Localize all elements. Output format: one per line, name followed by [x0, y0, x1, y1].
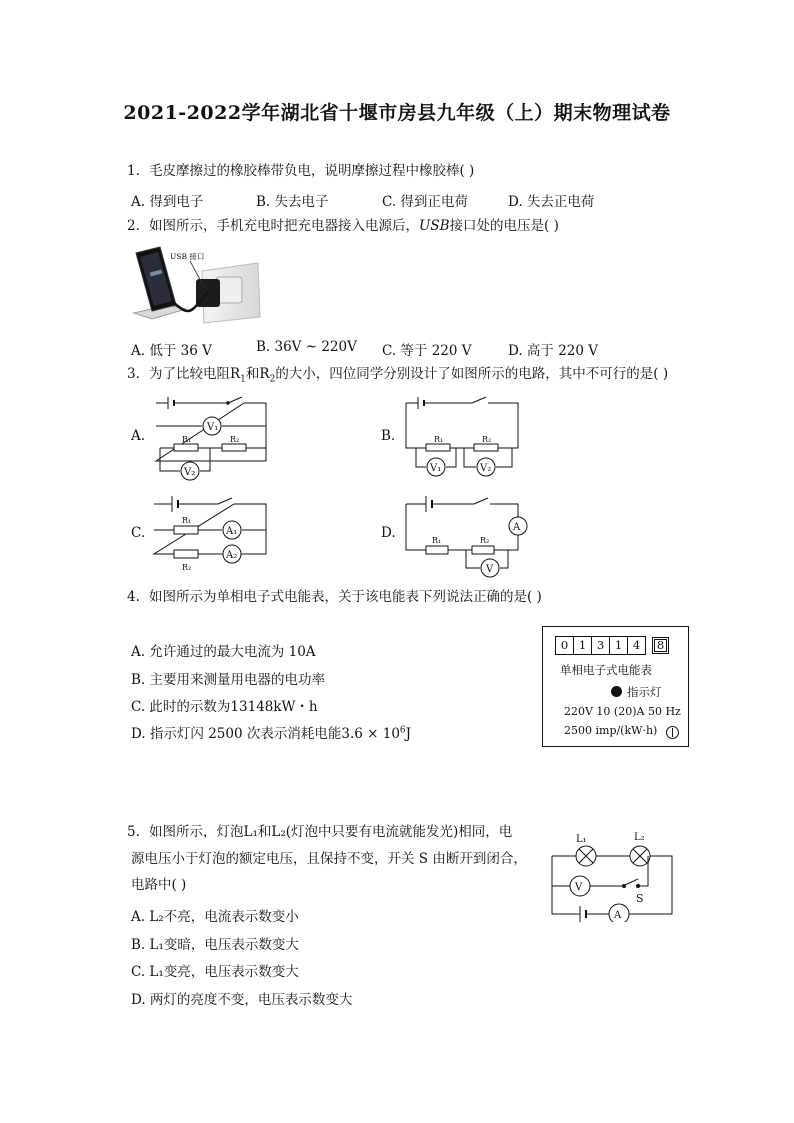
question-1 [127, 162, 474, 180]
question-5-line3: 电路中( ) [131, 877, 187, 893]
v-label: V [575, 882, 583, 893]
question-stem-end: 接口处的电压是( ) [449, 218, 559, 234]
question-number: 2. [127, 218, 140, 234]
question-2 [127, 217, 559, 235]
question-number: 1. [127, 163, 140, 179]
meter-decimal-digit: 8 [652, 637, 669, 654]
question-stem-line1: 如图所示，灯泡L₁和L₂(灯泡中只要有电流就能发光)相同，电 [149, 824, 513, 840]
circuit-b-label: B. [381, 428, 396, 444]
question-5 [127, 823, 512, 841]
circuit-b [402, 393, 524, 483]
meter-digit: 1 [573, 636, 592, 655]
indicator-light-icon [611, 686, 622, 697]
r1-label: R₁ [182, 516, 192, 525]
a2-label: A₂ [226, 550, 238, 561]
phone-charger-image [130, 243, 262, 325]
r1-label: R₁ [434, 435, 444, 444]
q1-option-a: A. 得到电子 [131, 194, 204, 210]
a-label: A [614, 910, 622, 921]
meter-screw-icon [666, 726, 679, 739]
meter-digit: 1 [609, 636, 628, 655]
meter-name: 单相电子式电能表 [560, 663, 652, 677]
question-stem-end: 的大小，四位同学分别设计了如图所示的电路，其中不可行的是( ) [275, 366, 669, 382]
a1-label: A₁ [226, 526, 238, 537]
q1-option-d: D. 失去正电荷 [508, 194, 595, 210]
l2-label: L₂ [634, 832, 645, 843]
subscript: 1 [240, 374, 246, 385]
meter-digit: 0 [555, 636, 574, 655]
q5-option-a: A. L₂不亮，电流表示数变小 [131, 909, 299, 925]
v2-label: V₂ [184, 467, 196, 478]
circuit-a-label: A. [131, 428, 146, 444]
q2-option-c: C. 等于 220 V [382, 343, 472, 359]
circuit-q5 [548, 828, 674, 922]
q4-option-d [131, 722, 411, 742]
meter-digit: 3 [591, 636, 610, 655]
circuit-d-label: D. [381, 525, 396, 541]
r1-label: R₁ [432, 536, 442, 545]
s-label: S [636, 892, 644, 905]
q5-option-b: B. L₁变暗，电压表示数变大 [131, 937, 299, 953]
circuit-d [402, 490, 532, 582]
a-label: A [513, 522, 521, 533]
q4-option-c: C. 此时的示数为13148kW・h [131, 699, 318, 715]
circuit-a [150, 393, 272, 483]
question-4 [127, 588, 542, 606]
subscript: 2 [269, 374, 276, 385]
page-title: 2021-2022学年湖北省十堰市房县九年级（上）期末物理试卷 [123, 102, 671, 124]
r2-label: R₂ [230, 435, 240, 444]
r2-label: R₂ [482, 435, 492, 444]
q2-option-a: A. 低于 36 V [131, 343, 212, 359]
v2-label: V₂ [480, 463, 492, 474]
question-stem: 为了比较电阻R [149, 366, 241, 382]
q1-option-b: B. 失去电子 [256, 194, 329, 210]
meter-constant: 2500 imp/(kW·h) [564, 724, 658, 737]
question-stem: 毛皮摩擦过的橡胶棒带负电，说明摩擦过程中橡胶棒( ) [149, 163, 475, 179]
q4-option-b: B. 主要用来测量用电器的电功率 [131, 672, 326, 688]
circuit-c-label: C. [131, 525, 146, 541]
v1-label: V₁ [430, 463, 442, 474]
l1-label: L₁ [576, 834, 587, 845]
r2-label: R₂ [480, 536, 490, 545]
question-5-line2: 源电压小于灯泡的额定电压，且保持不变，开关 S 由断开到闭合， [131, 851, 527, 867]
q4-option-a: A. 允许通过的最大电流为 10A [131, 644, 316, 660]
exponent: 6 [399, 725, 406, 736]
question-stem-mid: 和R [245, 366, 270, 382]
question-stem: 如图所示，手机充电时把充电器接入电源后， [149, 218, 419, 234]
question-3 [127, 365, 668, 389]
q5-option-c: C. L₁变亮，电压表示数变大 [131, 964, 299, 980]
v1-label: V₁ [207, 422, 219, 433]
option-text: D. 指示灯闪 2500 次表示消耗电能3.6 × 10 [131, 726, 400, 742]
meter-digit: 4 [627, 636, 646, 655]
unit: J [405, 726, 412, 742]
r1-label: R₁ [182, 435, 192, 444]
energy-meter [542, 626, 689, 747]
meter-rating: 220V 10 (20)A 50 Hz [564, 705, 681, 718]
circuit-c [150, 490, 272, 574]
q2-option-d: D. 高于 220 V [508, 343, 599, 359]
usb-label: USB 接口 [170, 252, 205, 261]
question-number: 3. [127, 366, 140, 382]
usb-text: USB [419, 218, 450, 234]
question-number: 5. [127, 824, 140, 840]
q5-option-d: D. 两灯的亮度不变，电压表示数变大 [131, 992, 353, 1008]
question-number: 4. [127, 589, 140, 605]
indicator-label: 指示灯 [627, 685, 662, 699]
v-label: V [486, 564, 494, 575]
q1-option-c: C. 得到正电荷 [382, 194, 468, 210]
meter-digits [556, 636, 669, 655]
meter-indicator [611, 684, 662, 700]
r2-label: R₂ [182, 563, 192, 572]
question-stem: 如图所示为单相电子式电能表，关于该电能表下列说法正确的是( ) [149, 589, 542, 605]
q2-option-b: B. 36V ~ 220V [256, 339, 357, 355]
